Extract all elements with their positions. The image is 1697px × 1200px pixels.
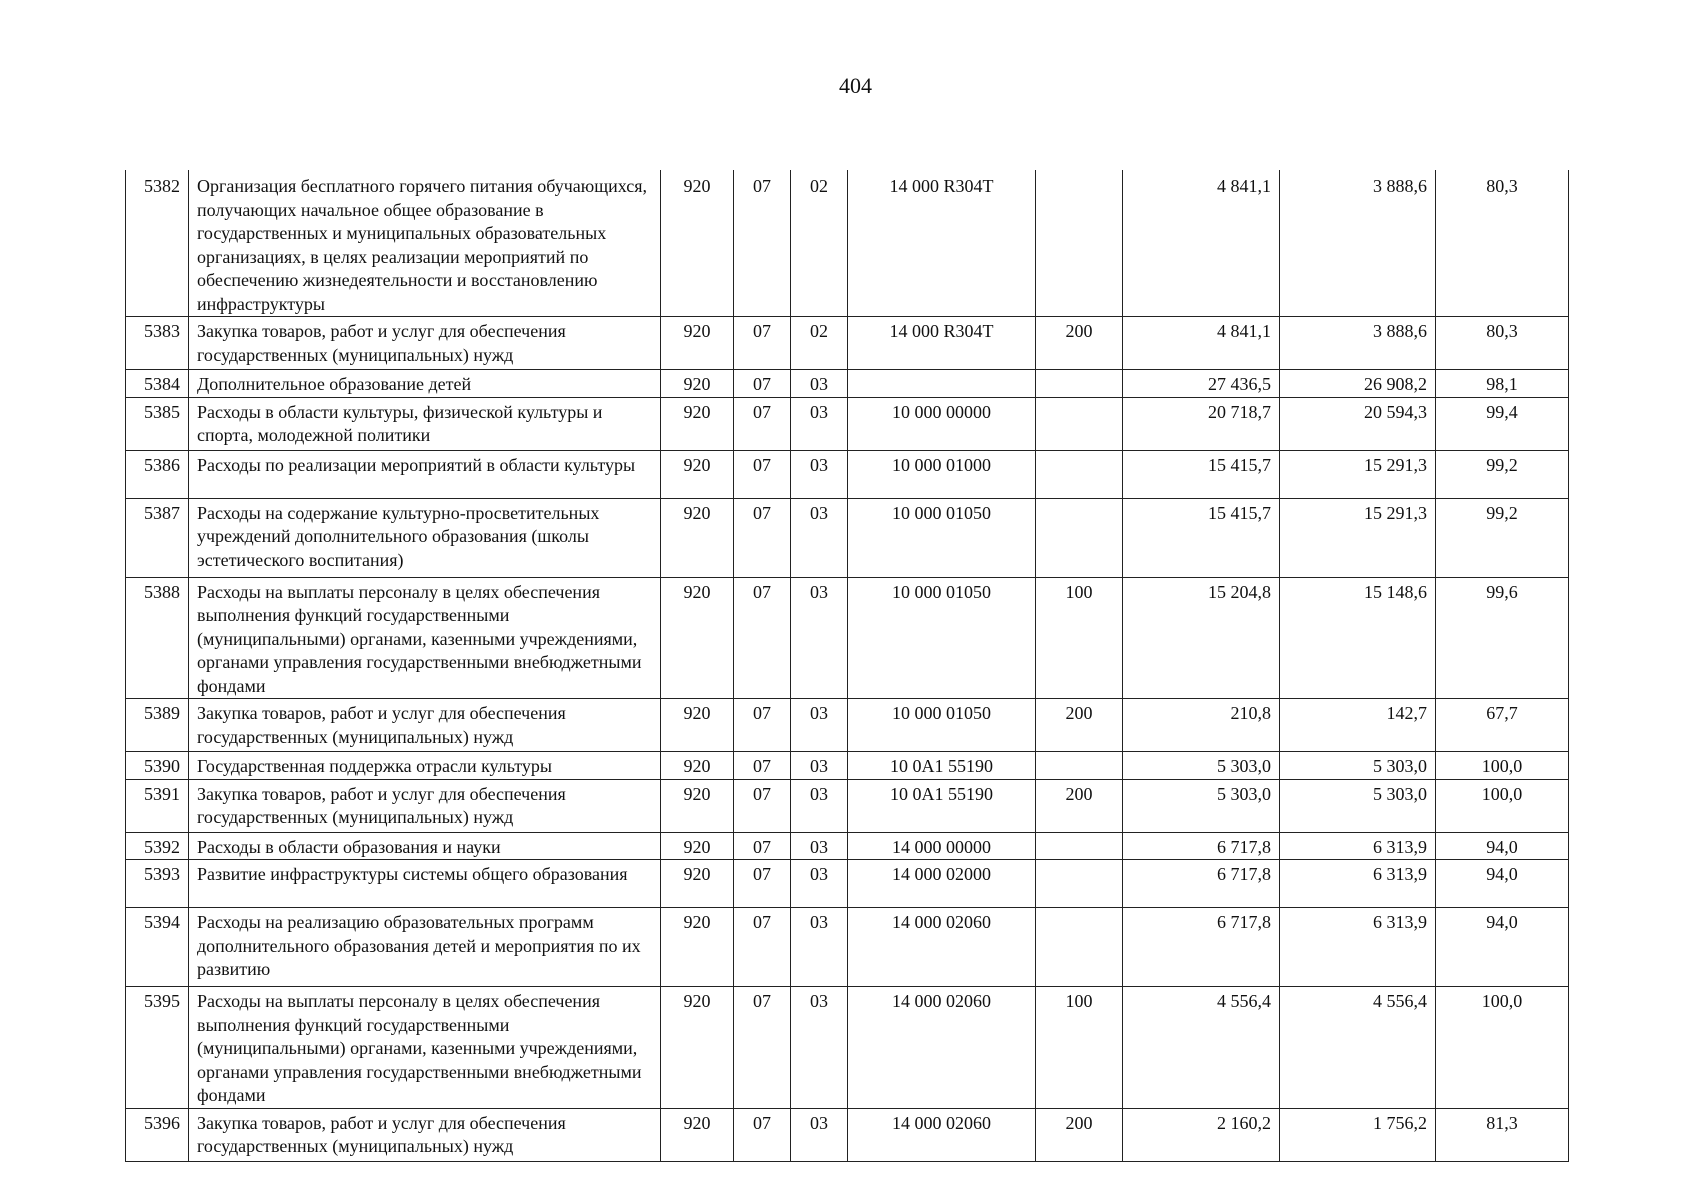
table-row xyxy=(126,987,1569,1109)
subsection-code: 03 xyxy=(791,1108,848,1161)
planned-amount: 6 717,8 xyxy=(1123,908,1280,987)
actual-amount: 3 888,6 xyxy=(1280,317,1436,370)
expense-type-code xyxy=(1036,450,1123,498)
execution-percent: 81,3 xyxy=(1436,1108,1569,1161)
target-article-code: 10 0A1 55190 xyxy=(848,779,1036,832)
subsection-code: 03 xyxy=(791,498,848,577)
subsection-code: 03 xyxy=(791,397,848,450)
target-article-code: 14 000 02000 xyxy=(848,860,1036,908)
expense-name: Закупка товаров, работ и услуг для обеспечения государственных (муниципальных) нужд xyxy=(189,317,661,370)
target-article-code: 14 000 02060 xyxy=(848,987,1036,1109)
row-number: 5384 xyxy=(126,370,189,398)
execution-percent: 99,4 xyxy=(1436,397,1569,450)
row-number: 5383 xyxy=(126,317,189,370)
section-code: 07 xyxy=(734,832,791,860)
department-code: 920 xyxy=(661,832,734,860)
planned-amount: 15 415,7 xyxy=(1123,450,1280,498)
execution-percent: 94,0 xyxy=(1436,908,1569,987)
table-row xyxy=(126,908,1569,987)
planned-amount: 4 556,4 xyxy=(1123,987,1280,1109)
section-code: 07 xyxy=(734,987,791,1109)
table-row xyxy=(126,450,1569,498)
table-row xyxy=(126,752,1569,780)
expense-name: Закупка товаров, работ и услуг для обеспечения государственных (муниципальных) нужд xyxy=(189,699,661,752)
execution-percent: 100,0 xyxy=(1436,752,1569,780)
budget-table xyxy=(125,170,1569,1162)
table-row xyxy=(126,860,1569,908)
expense-name: Расходы на выплаты персоналу в целях обеспечения выполнения функций государственными (муниципальными) органами, казенными учреждениями, органами управления государственными внебюджетными фондами xyxy=(189,987,661,1109)
target-article-code: 10 0A1 55190 xyxy=(848,752,1036,780)
expense-name: Расходы на выплаты персоналу в целях обеспечения выполнения функций государственными (муниципальными) органами, казенными учреждениями, органами управления государственными внебюджетными фондами xyxy=(189,577,661,699)
department-code: 920 xyxy=(661,450,734,498)
expense-type-code xyxy=(1036,370,1123,398)
target-article-code: 10 000 01050 xyxy=(848,498,1036,577)
department-code: 920 xyxy=(661,752,734,780)
section-code: 07 xyxy=(734,450,791,498)
target-article-code xyxy=(848,370,1036,398)
expense-name: Расходы в области культуры, физической культуры и спорта, молодежной политики xyxy=(189,397,661,450)
planned-amount: 5 303,0 xyxy=(1123,752,1280,780)
actual-amount: 15 291,3 xyxy=(1280,450,1436,498)
row-number: 5382 xyxy=(126,170,189,317)
actual-amount: 142,7 xyxy=(1280,699,1436,752)
section-code: 07 xyxy=(734,1108,791,1161)
row-number: 5385 xyxy=(126,397,189,450)
execution-percent: 67,7 xyxy=(1436,699,1569,752)
target-article-code: 10 000 01050 xyxy=(848,699,1036,752)
department-code: 920 xyxy=(661,908,734,987)
expense-type-code: 200 xyxy=(1036,1108,1123,1161)
expense-type-code xyxy=(1036,752,1123,780)
expense-type-code xyxy=(1036,908,1123,987)
expense-name: Расходы по реализации мероприятий в области культуры xyxy=(189,450,661,498)
table-row xyxy=(126,779,1569,832)
planned-amount: 15 204,8 xyxy=(1123,577,1280,699)
subsection-code: 03 xyxy=(791,860,848,908)
section-code: 07 xyxy=(734,370,791,398)
expense-type-code xyxy=(1036,498,1123,577)
actual-amount: 15 148,6 xyxy=(1280,577,1436,699)
target-article-code: 14 000 02060 xyxy=(848,908,1036,987)
subsection-code: 03 xyxy=(791,779,848,832)
expense-type-code: 200 xyxy=(1036,779,1123,832)
target-article-code: 14 000 R304T xyxy=(848,317,1036,370)
planned-amount: 27 436,5 xyxy=(1123,370,1280,398)
subsection-code: 03 xyxy=(791,832,848,860)
table-row xyxy=(126,577,1569,699)
actual-amount: 20 594,3 xyxy=(1280,397,1436,450)
expense-type-code xyxy=(1036,170,1123,317)
row-number: 5395 xyxy=(126,987,189,1109)
table-body xyxy=(126,170,1569,1161)
department-code: 920 xyxy=(661,779,734,832)
section-code: 07 xyxy=(734,779,791,832)
section-code: 07 xyxy=(734,699,791,752)
row-number: 5389 xyxy=(126,699,189,752)
section-code: 07 xyxy=(734,170,791,317)
target-article-code: 14 000 R304T xyxy=(848,170,1036,317)
table-row xyxy=(126,498,1569,577)
planned-amount: 4 841,1 xyxy=(1123,317,1280,370)
subsection-code: 03 xyxy=(791,577,848,699)
table-row xyxy=(126,170,1569,317)
expense-type-code: 100 xyxy=(1036,987,1123,1109)
subsection-code: 02 xyxy=(791,170,848,317)
expense-type-code: 100 xyxy=(1036,577,1123,699)
planned-amount: 210,8 xyxy=(1123,699,1280,752)
table-row xyxy=(126,699,1569,752)
execution-percent: 99,2 xyxy=(1436,450,1569,498)
subsection-code: 03 xyxy=(791,987,848,1109)
expense-name: Государственная поддержка отрасли культуры xyxy=(189,752,661,780)
target-article-code: 14 000 02060 xyxy=(848,1108,1036,1161)
execution-percent: 80,3 xyxy=(1436,317,1569,370)
row-number: 5388 xyxy=(126,577,189,699)
subsection-code: 02 xyxy=(791,317,848,370)
expense-type-code: 200 xyxy=(1036,317,1123,370)
row-number: 5396 xyxy=(126,1108,189,1161)
execution-percent: 98,1 xyxy=(1436,370,1569,398)
actual-amount: 6 313,9 xyxy=(1280,860,1436,908)
expense-name: Закупка товаров, работ и услуг для обеспечения государственных (муниципальных) нужд xyxy=(189,779,661,832)
planned-amount: 2 160,2 xyxy=(1123,1108,1280,1161)
planned-amount: 4 841,1 xyxy=(1123,170,1280,317)
expense-name: Развитие инфраструктуры системы общего образования xyxy=(189,860,661,908)
target-article-code: 14 000 00000 xyxy=(848,832,1036,860)
expense-name: Расходы на содержание культурно-просветительных учреждений дополнительного образования (школы эстетического воспитания) xyxy=(189,498,661,577)
table-row xyxy=(126,397,1569,450)
planned-amount: 20 718,7 xyxy=(1123,397,1280,450)
section-code: 07 xyxy=(734,397,791,450)
department-code: 920 xyxy=(661,170,734,317)
actual-amount: 5 303,0 xyxy=(1280,752,1436,780)
section-code: 07 xyxy=(734,577,791,699)
expense-name: Дополнительное образование детей xyxy=(189,370,661,398)
execution-percent: 94,0 xyxy=(1436,832,1569,860)
target-article-code: 10 000 01050 xyxy=(848,577,1036,699)
actual-amount: 26 908,2 xyxy=(1280,370,1436,398)
department-code: 920 xyxy=(661,987,734,1109)
execution-percent: 80,3 xyxy=(1436,170,1569,317)
execution-percent: 100,0 xyxy=(1436,779,1569,832)
department-code: 920 xyxy=(661,577,734,699)
expense-name: Организация бесплатного горячего питания обучающихся, получающих начальное общее образование в государственных и муниципальных образовательных организациях, в целях реализации мероприятий по обеспечению жизнедеятельности и восстановлению инфраструктуры xyxy=(189,170,661,317)
expense-type-code xyxy=(1036,860,1123,908)
subsection-code: 03 xyxy=(791,908,848,987)
planned-amount: 15 415,7 xyxy=(1123,498,1280,577)
actual-amount: 3 888,6 xyxy=(1280,170,1436,317)
section-code: 07 xyxy=(734,752,791,780)
execution-percent: 100,0 xyxy=(1436,987,1569,1109)
department-code: 920 xyxy=(661,699,734,752)
department-code: 920 xyxy=(661,317,734,370)
table-row xyxy=(126,370,1569,398)
section-code: 07 xyxy=(734,908,791,987)
actual-amount: 1 756,2 xyxy=(1280,1108,1436,1161)
actual-amount: 6 313,9 xyxy=(1280,908,1436,987)
execution-percent: 99,6 xyxy=(1436,577,1569,699)
actual-amount: 5 303,0 xyxy=(1280,779,1436,832)
execution-percent: 99,2 xyxy=(1436,498,1569,577)
planned-amount: 5 303,0 xyxy=(1123,779,1280,832)
section-code: 07 xyxy=(734,498,791,577)
row-number: 5391 xyxy=(126,779,189,832)
row-number: 5392 xyxy=(126,832,189,860)
subsection-code: 03 xyxy=(791,450,848,498)
actual-amount: 6 313,9 xyxy=(1280,832,1436,860)
planned-amount: 6 717,8 xyxy=(1123,860,1280,908)
actual-amount: 15 291,3 xyxy=(1280,498,1436,577)
department-code: 920 xyxy=(661,860,734,908)
section-code: 07 xyxy=(734,860,791,908)
row-number: 5394 xyxy=(126,908,189,987)
expense-type-code xyxy=(1036,397,1123,450)
department-code: 920 xyxy=(661,1108,734,1161)
execution-percent: 94,0 xyxy=(1436,860,1569,908)
table-row xyxy=(126,317,1569,370)
actual-amount: 4 556,4 xyxy=(1280,987,1436,1109)
subsection-code: 03 xyxy=(791,370,848,398)
target-article-code: 10 000 00000 xyxy=(848,397,1036,450)
subsection-code: 03 xyxy=(791,699,848,752)
row-number: 5393 xyxy=(126,860,189,908)
subsection-code: 03 xyxy=(791,752,848,780)
page-number: 404 xyxy=(839,73,872,98)
expense-name: Закупка товаров, работ и услуг для обеспечения государственных (муниципальных) нужд xyxy=(189,1108,661,1161)
expense-name: Расходы на реализацию образовательных программ дополнительного образования детей и мероприятия по их развитию xyxy=(189,908,661,987)
planned-amount: 6 717,8 xyxy=(1123,832,1280,860)
table-row xyxy=(126,1108,1569,1161)
department-code: 920 xyxy=(661,370,734,398)
expense-type-code: 200 xyxy=(1036,699,1123,752)
target-article-code: 10 000 01000 xyxy=(848,450,1036,498)
department-code: 920 xyxy=(661,397,734,450)
expense-type-code xyxy=(1036,832,1123,860)
expense-name: Расходы в области образования и науки xyxy=(189,832,661,860)
row-number: 5386 xyxy=(126,450,189,498)
section-code: 07 xyxy=(734,317,791,370)
department-code: 920 xyxy=(661,498,734,577)
row-number: 5390 xyxy=(126,752,189,780)
row-number: 5387 xyxy=(126,498,189,577)
table-row xyxy=(126,832,1569,860)
